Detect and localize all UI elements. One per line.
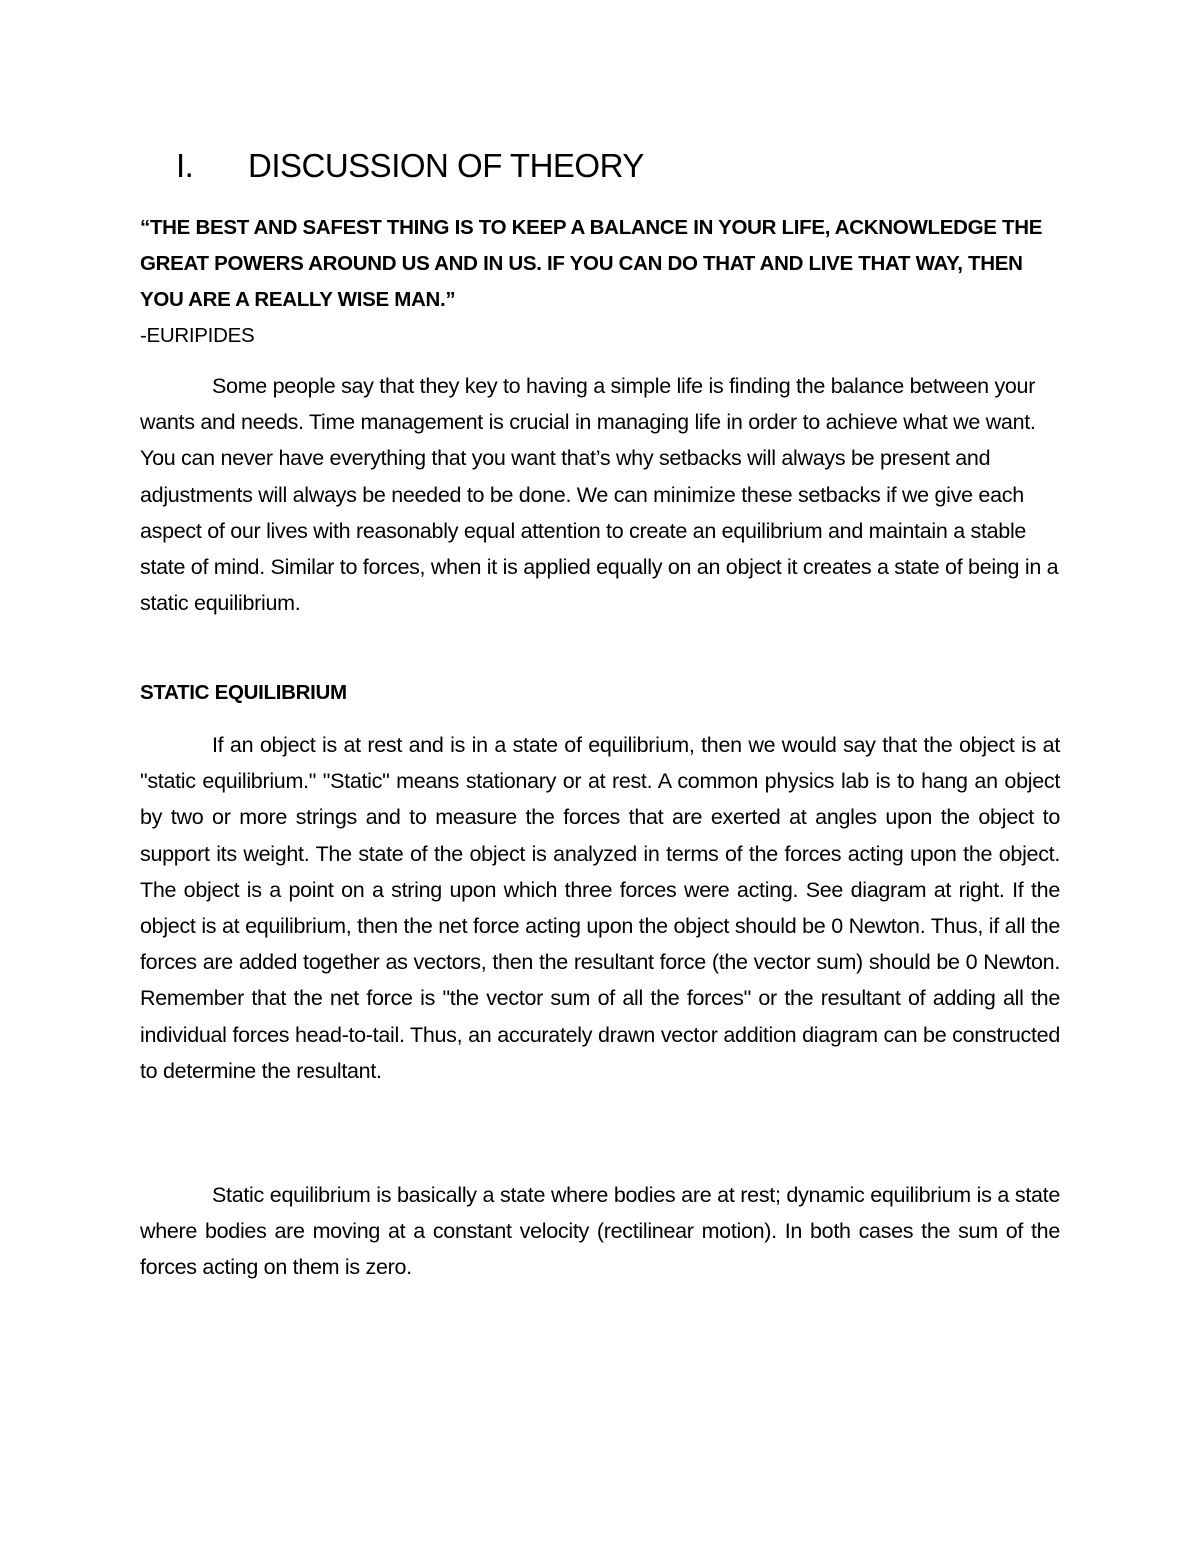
epigraph-author: -EURIPIDES — [140, 324, 255, 347]
static-equilibrium-paragraph-1: If an object is at rest and is in a state of equilibrium, then we would say that the object is at "static equilibrium." "Static" means stationary or at rest. A common physics lab is to hang an object by two or more strings and to measure the forces that are exerted at angles upon the object to support its weight. The state of the object is analyzed in terms of the forces acting upon the object. The object is a point on a string upon which three forces were acting. See diagram at right. If the object is at equilibrium, then the net force acting upon the object should be 0 Newton. Thus, if all the forces are added together as vectors, then the resultant force (the vector sum) should be 0 Newton. Remember that the net force is "the vector sum of all the forces" or the resultant of adding all the individual forces head-to-tail. Thus, an accurately drawn vector addition diagram can be constructed to determine the resultant. — [140, 733, 1060, 1083]
static-equilibrium-heading: STATIC EQUILIBRIUM — [140, 681, 347, 704]
section-heading — [176, 144, 644, 188]
section-title: DISCUSSION OF THEORY — [248, 147, 644, 184]
intro-paragraph: Some people say that they key to having a simple life is finding the balance between your wants and needs. Time management is crucial in managing life in order to achieve what we want. You can never have everything that you want that’s why setbacks will always be present and adjustments will always be needed to be done. We can minimize these setbacks if we give each aspect of our lives with reasonably equal attention to create an equilibrium and maintain a stable state of mind. Similar to forces, when it is applied equally on an object it creates a state of being in a static equilibrium. — [140, 374, 1059, 616]
section-number: I. — [176, 147, 194, 184]
epigraph-quote: “THE BEST AND SAFEST THING IS TO KEEP A BALANCE IN YOUR LIFE, ACKNOWLEDGE THE GREAT POWERS AROUND US AND IN US. IF YOU CAN DO THAT AND LIVE THAT WAY, THEN YOU ARE A REALLY WISE MAN.” — [140, 216, 1043, 311]
static-equilibrium-paragraph-2: Static equilibrium is basically a state where bodies are at rest; dynamic equilibrium is a state where bodies are moving at a constant velocity (rectilinear motion). In both cases the sum of the forces acting on them is zero. — [140, 1183, 1060, 1280]
